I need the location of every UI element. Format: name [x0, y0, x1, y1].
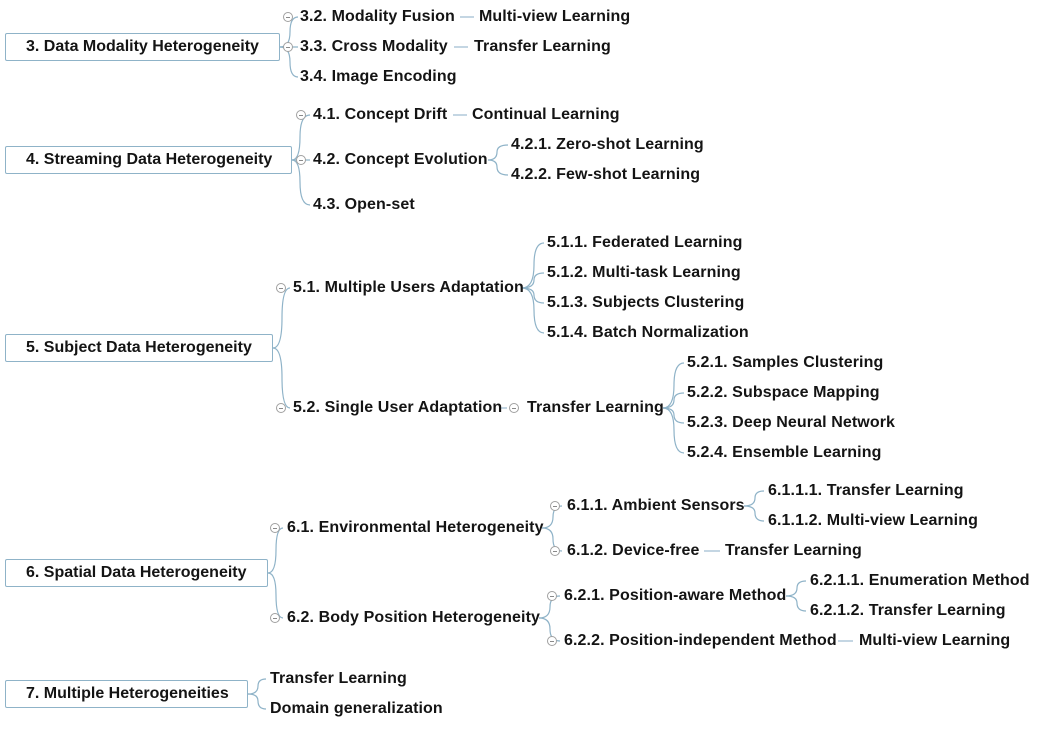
- topic-single-user-adaptation[interactable]: 5.2. Single User Adaptation: [293, 399, 503, 416]
- collapse-icon[interactable]: [509, 403, 519, 413]
- topic-transfer-learning[interactable]: 6.2.1.2. Transfer Learning: [810, 602, 1006, 619]
- root-topic-subject-data[interactable]: 5. Subject Data Heterogeneity: [5, 334, 273, 362]
- topic-ensemble-learning[interactable]: 5.2.4. Ensemble Learning: [687, 444, 882, 461]
- collapse-icon[interactable]: [296, 110, 306, 120]
- collapse-icon[interactable]: [550, 501, 560, 511]
- collapse-icon[interactable]: [547, 636, 557, 646]
- topic-concept-drift[interactable]: 4.1. Concept Drift: [313, 106, 448, 123]
- topic-multi-view-learning[interactable]: 6.1.1.2. Multi-view Learning: [768, 512, 978, 529]
- collapse-icon[interactable]: [276, 403, 286, 413]
- topic-few-shot-learning[interactable]: 4.2.2. Few-shot Learning: [511, 166, 701, 183]
- topic-transfer-learning[interactable]: Transfer Learning: [725, 542, 862, 559]
- topic-continual-learning[interactable]: Continual Learning: [472, 106, 620, 123]
- topic-body-position-heterogeneity[interactable]: 6.2. Body Position Heterogeneity: [287, 609, 541, 626]
- topic-deep-neural-network[interactable]: 5.2.3. Deep Neural Network: [687, 414, 896, 431]
- topic-multi-task-learning[interactable]: 5.1.2. Multi-task Learning: [547, 264, 741, 281]
- topic-cross-modality[interactable]: 3.3. Cross Modality: [300, 38, 448, 55]
- collapse-icon[interactable]: [547, 591, 557, 601]
- topic-enumeration-method[interactable]: 6.2.1.1. Enumeration Method: [810, 572, 1030, 589]
- root-topic-data-modality[interactable]: 3. Data Modality Heterogeneity: [5, 33, 280, 61]
- topic-position-aware-method[interactable]: 6.2.1. Position-aware Method: [564, 587, 787, 604]
- topic-subjects-clustering[interactable]: 5.1.3. Subjects Clustering: [547, 294, 745, 311]
- topic-federated-learning[interactable]: 5.1.1. Federated Learning: [547, 234, 743, 251]
- collapse-icon[interactable]: [276, 283, 286, 293]
- topic-samples-clustering[interactable]: 5.2.1. Samples Clustering: [687, 354, 884, 371]
- topic-zero-shot-learning[interactable]: 4.2.1. Zero-shot Learning: [511, 136, 704, 153]
- topic-image-encoding[interactable]: 3.4. Image Encoding: [300, 68, 457, 85]
- root-topic-spatial-data[interactable]: 6. Spatial Data Heterogeneity: [5, 559, 268, 587]
- collapse-icon[interactable]: [270, 523, 280, 533]
- topic-transfer-learning[interactable]: Transfer Learning: [270, 670, 407, 687]
- topic-environmental-heterogeneity[interactable]: 6.1. Environmental Heterogeneity: [287, 519, 544, 536]
- topic-batch-normalization[interactable]: 5.1.4. Batch Normalization: [547, 324, 749, 341]
- collapse-icon[interactable]: [283, 12, 293, 22]
- topic-subspace-mapping[interactable]: 5.2.2. Subspace Mapping: [687, 384, 880, 401]
- topic-transfer-learning[interactable]: Transfer Learning: [527, 399, 664, 416]
- topic-device-free[interactable]: 6.1.2. Device-free: [567, 542, 700, 559]
- topic-transfer-learning[interactable]: Transfer Learning: [474, 38, 611, 55]
- topic-position-independent-method[interactable]: 6.2.2. Position-independent Method: [564, 632, 837, 649]
- topic-multi-view-learning[interactable]: Multi-view Learning: [479, 8, 631, 25]
- topic-domain-generalization[interactable]: Domain generalization: [270, 700, 443, 717]
- root-topic-multiple-heterogeneities[interactable]: 7. Multiple Heterogeneities: [5, 680, 248, 708]
- collapse-icon[interactable]: [270, 613, 280, 623]
- topic-multi-view-learning[interactable]: Multi-view Learning: [859, 632, 1011, 649]
- topic-modality-fusion[interactable]: 3.2. Modality Fusion: [300, 8, 455, 25]
- topic-concept-evolution[interactable]: 4.2. Concept Evolution: [313, 151, 488, 168]
- topic-ambient-sensors[interactable]: 6.1.1. Ambient Sensors: [567, 497, 745, 514]
- root-topic-streaming-data[interactable]: 4. Streaming Data Heterogeneity: [5, 146, 292, 174]
- collapse-icon[interactable]: [550, 546, 560, 556]
- topic-transfer-learning[interactable]: 6.1.1.1. Transfer Learning: [768, 482, 964, 499]
- topic-open-set[interactable]: 4.3. Open-set: [313, 196, 415, 213]
- collapse-icon[interactable]: [283, 42, 293, 52]
- collapse-icon[interactable]: [296, 155, 306, 165]
- topic-multiple-users-adaptation[interactable]: 5.1. Multiple Users Adaptation: [293, 279, 524, 296]
